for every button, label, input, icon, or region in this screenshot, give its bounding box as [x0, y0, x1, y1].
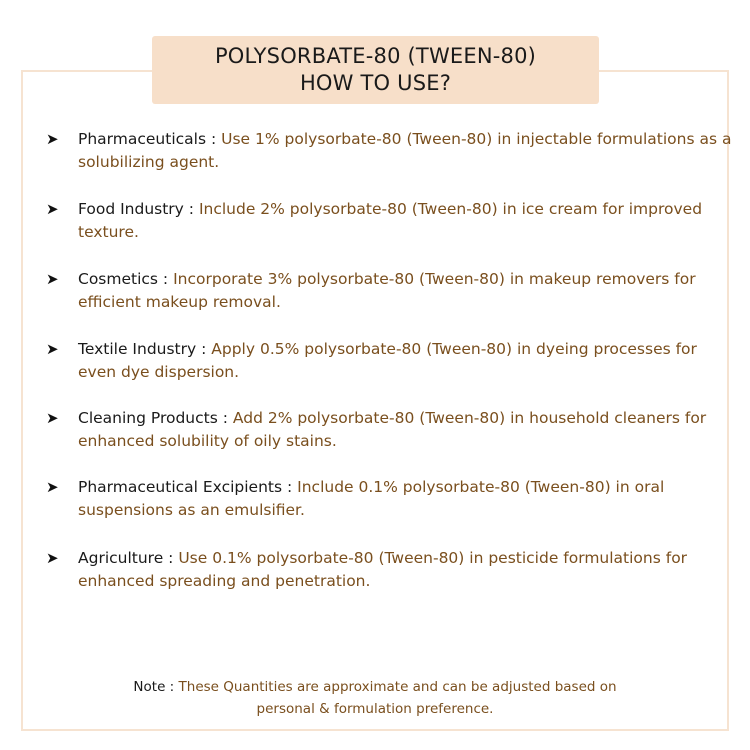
right-arrowhead-icon: ➤	[46, 478, 59, 496]
title-line-2: HOW TO USE?	[299, 71, 452, 95]
item-label: Textile Industry :	[78, 340, 207, 358]
item-text: Use 1% polysorbate-80 (Tween-80) in injectable formulations as a solubilizing agent.	[78, 130, 732, 171]
right-arrowhead-icon: ➤	[46, 340, 59, 358]
right-arrowhead-icon: ➤	[46, 549, 59, 567]
item-text: Include 0.1% polysorbate-80 (Tween-80) in oral suspensions as an emulsifier.	[78, 478, 665, 519]
footnote	[0, 676, 750, 720]
item-label: Agriculture :	[78, 549, 174, 567]
item-text: Apply 0.5% polysorbate-80 (Tween-80) in dyeing processes for even dye dispersion.	[78, 340, 697, 381]
item-text: Use 0.1% polysorbate-80 (Tween-80) in pesticide formulations for enhanced spreading and penetration.	[78, 549, 688, 590]
right-arrowhead-icon: ➤	[46, 270, 59, 288]
title-line-1: POLYSORBATE-80 (TWEEN-80)	[214, 44, 537, 68]
right-arrowhead-icon: ➤	[46, 130, 59, 148]
item-label: Pharmaceuticals :	[78, 130, 217, 148]
item-text: Incorporate 3% polysorbate-80 (Tween-80) in makeup removers for efficient makeup removal.	[78, 270, 696, 311]
item-text: Include 2% polysorbate-80 (Tween-80) in ice cream for improved texture.	[78, 200, 703, 241]
item-label: Food Industry :	[78, 200, 195, 218]
right-arrowhead-icon: ➤	[46, 200, 59, 218]
note-line-2: personal & formulation preference.	[256, 701, 494, 717]
item-label: Cosmetics :	[78, 270, 169, 288]
item-text: Add 2% polysorbate-80 (Tween-80) in household cleaners for enhanced solubility of oily stains.	[78, 409, 707, 450]
frame-top-left-segment	[21, 70, 152, 72]
item-label: Cleaning Products :	[78, 409, 228, 427]
right-arrowhead-icon: ➤	[46, 409, 59, 427]
item-label: Pharmaceutical Excipients :	[78, 478, 293, 496]
note-label: Note :	[133, 679, 175, 695]
title-banner	[152, 36, 599, 104]
note-line-1: These Quantities are approximate and can be adjusted based on	[174, 679, 617, 695]
frame-top-right-segment	[599, 70, 729, 72]
